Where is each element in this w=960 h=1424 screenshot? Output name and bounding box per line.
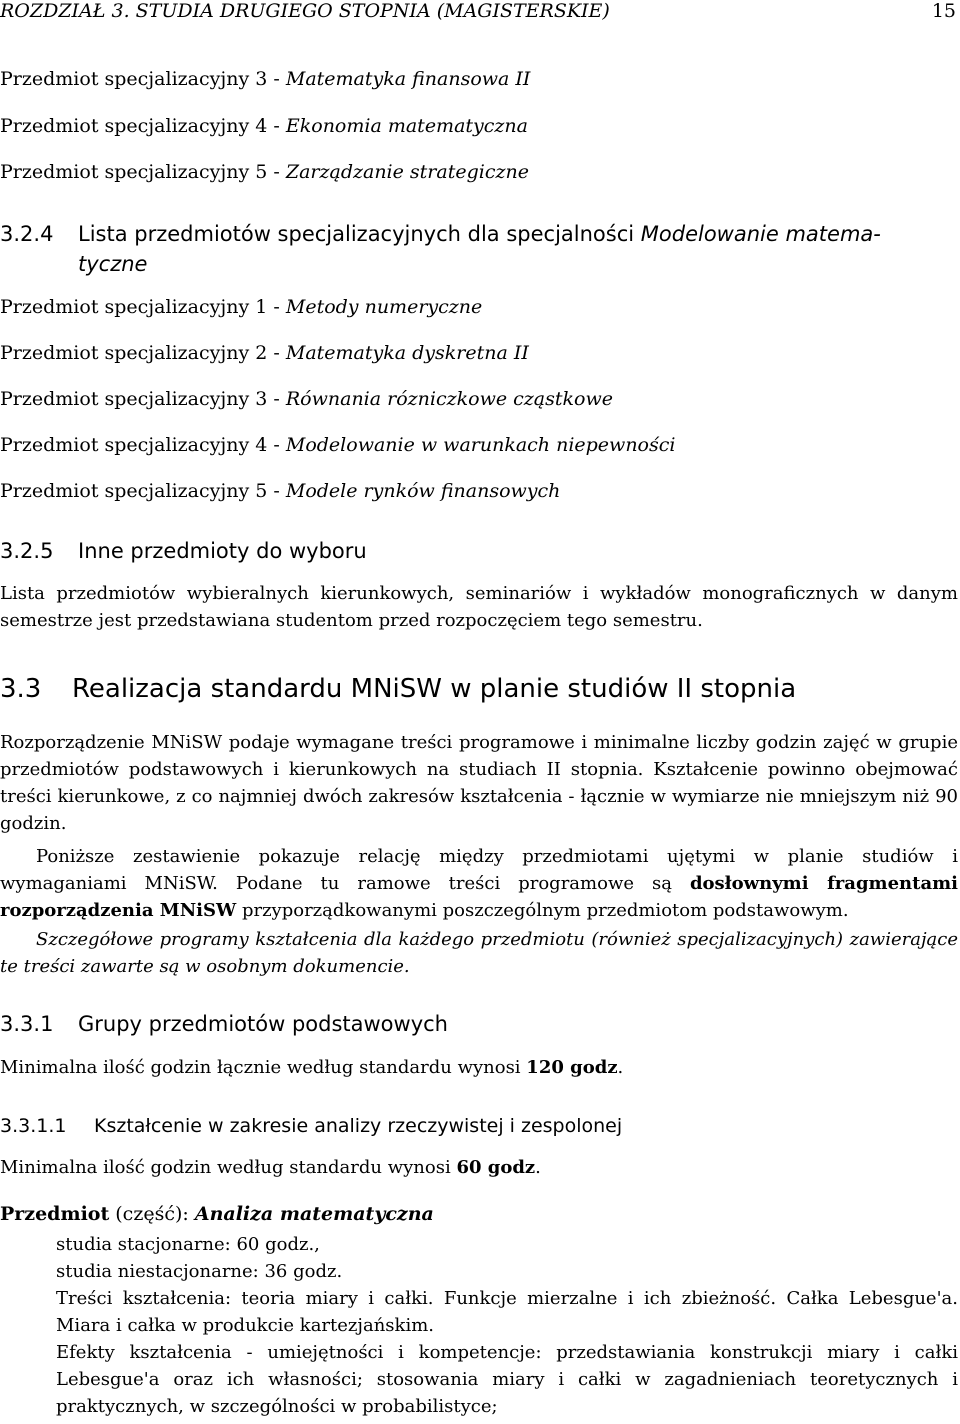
list-item: Przedmiot specjalizacyjny 2 - Matematyka dyskretna II [0,342,529,364]
paragraph: Poniższe zestawienie pokazuje relację między przedmiotami ujętymi w planie studiów i wymaganiami MNiSW. Podane tu ramowe treści programowe są dosłownymi fragmentami rozporządzenia MNiSW przyporządkowanymi poszczególnym przedmiotom podstawowym. [0,846,958,921]
section-heading-3-3: 3.3 Realizacja standardu MNiSW w planie studiów II stopnia [0,674,797,704]
page-number: 15 [931,0,956,22]
list-item: Przedmiot specjalizacyjny 5 - Modele rynków finansowych [0,480,561,502]
nonstationary-hours: studia niestacjonarne: 36 godz. [56,1261,343,1282]
section-heading-3-2-4: 3.2.4 Lista przedmiotów specjalizacyjnych dla specjalności Modelowanie matema- tyczne [0,222,881,276]
running-header [0,0,960,22]
section-heading-3-2-5: 3.2.5 Inne przedmioty do wyboru [0,539,367,563]
paragraph: Rozporządzenie MNiSW podaje wymagane treści programowe i minimalne liczby godzin zajęć w grupie przedmiotów podstawowych i kierunkowych na studiach II stopnia. Kształcenie powinno obejmować treści kierunkowe, z co najmniej dwóch zakresów kształcenia - łącznie w wymiarze nie mniejszym niż 90 godzin. [0,732,958,834]
content-text: Treści kształcenia: teoria miary i całki. Funkcje mierzalne i ich zbieżność. Całka Lebesgue'a. Miara i całka w produkcie kartezjańskim. [56,1288,958,1336]
section-heading-3-3-1: 3.3.1 Grupy przedmiotów podstawowych [0,1012,448,1036]
paragraph: Minimalna ilość godzin łącznie według standardu wynosi 120 godz. [0,1057,624,1078]
list-item: Przedmiot specjalizacyjny 1 - Metody numeryczne [0,296,483,318]
subject-heading: Przedmiot (część): Analiza matematyczna [0,1203,434,1225]
list-item: Przedmiot specjalizacyjny 4 - Ekonomia matematyczna [0,115,528,137]
paragraph: Minimalna ilość godzin według standardu wynosi 60 godz. [0,1157,541,1178]
list-item: Przedmiot specjalizacyjny 5 - Zarządzanie strategiczne [0,161,529,183]
paragraph: Szczegółowe programy kształcenia dla każdego przedmiotu (również specjalizacyjnych) zawierające te treści zawarte są w osobnym dokumencie. [0,929,958,977]
section-heading-3-3-1-1: 3.3.1.1 Kształcenie w zakresie analizy rzeczywistej i zespolonej [0,1115,623,1137]
list-item: Przedmiot specjalizacyjny 3 - Równania rózniczkowe cząstkowe [0,388,613,410]
stationary-hours: studia stacjonarne: 60 godz., [56,1234,320,1255]
chapter-title: ROZDZIAŁ 3. STUDIA DRUGIEGO STOPNIA (MAGISTERSKIE) [0,0,610,22]
list-item: Przedmiot specjalizacyjny 4 - Modelowanie w warunkach niepewności [0,434,676,456]
subject-details [56,1231,958,1420]
outcomes-text: Efekty kształcenia - umiejętności i kompetencje: przedstawiania konstrukcji miary i całki Lebesgue'a oraz ich własności; stosowania miary i całki w zagadnieniach teoretycznych i praktycznych, w szczególności w probabilistyce; [56,1342,958,1417]
list-item: Przedmiot specjalizacyjny 3 - Matematyka finansowa II [0,68,531,90]
paragraph: Lista przedmiotów wybieralnych kierunkowych, seminariów i wykładów monograficznych w danym semestrze jest przedstawiana studentom przed rozpoczęciem tego semestru. [0,583,958,631]
